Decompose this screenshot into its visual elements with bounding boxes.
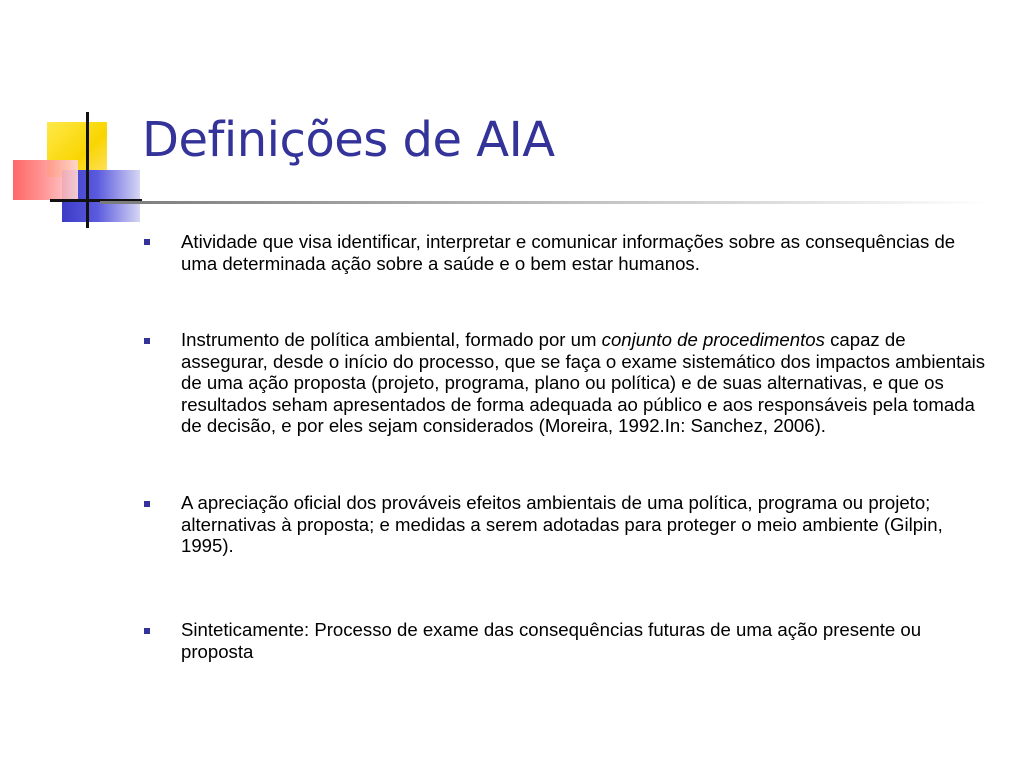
square-bullet-icon — [144, 628, 150, 634]
square-bullet-icon — [144, 501, 150, 507]
bullet-text-2 — [181, 329, 991, 437]
square-bullet-icon — [144, 239, 150, 245]
bullet-text-4: Sinteticamente: Processo de exame das consequências futuras de uma ação presente ou proposta — [181, 619, 922, 662]
slide-title: Definições de AIA — [142, 112, 555, 168]
bullet-text-1: Atividade que visa identificar, interpretar e comunicar informações sobre as consequências de uma determinada ação sobre a saúde e o bem estar humanos. — [181, 231, 956, 274]
bullet-text-3: A apreciação oficial dos prováveis efeitos ambientais de uma política, programa ou projeto; alternativas à proposta; e medidas a serem adotadas para proteger o meio ambiente (Gilpin, 1995). — [181, 492, 943, 556]
bullet-text-2-after: capaz de assegurar, desde o início do processo, que se faça o exame sistemático dos impactos ambientais de uma ação proposta (projeto, programa, plano ou política) e de suas alternativas, e que os resultados seham apresentados de forma adequada ao público e aos responsáveis pela tomada de decisão, e por eles sejam considerados (Moreira, 1992.In: Sanchez, 2006). — [181, 329, 986, 436]
bullet-text-2-before: Instrumento de política ambiental, formado por um — [181, 329, 602, 350]
bullet-text-2-italic: conjunto de procedimentos — [601, 329, 825, 350]
square-bullet-icon — [144, 338, 150, 344]
